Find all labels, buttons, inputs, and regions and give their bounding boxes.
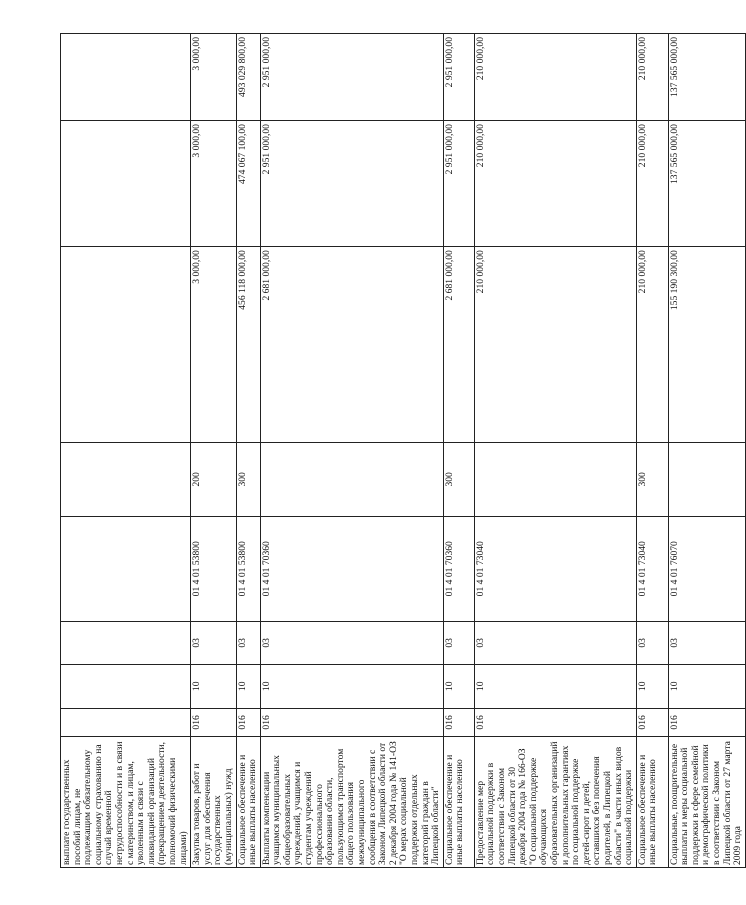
subsection-cell: 03 [474, 621, 636, 664]
section-cell: 10 [636, 664, 668, 708]
value-year1-cell: 3 000,00 [191, 247, 236, 443]
target-cell: 01 4 01 73040 [636, 516, 668, 621]
vr-cell [668, 443, 745, 516]
code-cell: 016 [191, 708, 236, 736]
subsection-cell [61, 621, 191, 664]
table-row [668, 34, 745, 868]
section-cell: 10 [474, 664, 636, 708]
value-year1-cell: 210 000,00 [474, 247, 636, 443]
value-year2-cell: 474 067 100,00 [236, 121, 260, 247]
vr-cell [260, 443, 443, 516]
target-cell: 01 4 01 70360 [260, 516, 443, 621]
value-year3-cell: 493 029 800,00 [236, 34, 260, 121]
table-row [636, 34, 668, 868]
desc-cell: выплате государственных пособий лицам, не подлежащим обязательному социальному страхованию на случай временной нетрудоспособности и в связи с материнством, и лицам, уволенным в связи с ликвидацией организаций (прекращением деятельности, полномочий физическими лицами) [61, 736, 191, 867]
value-year3-cell: 210 000,00 [636, 34, 668, 121]
subsection-cell: 03 [260, 621, 443, 664]
code-cell: 016 [668, 708, 745, 736]
subsection-cell: 03 [636, 621, 668, 664]
code-cell: 016 [443, 708, 474, 736]
value-year2-cell: 2 951 000,00 [443, 121, 474, 247]
desc-cell: Закупка товаров, работ и услуг для обеспечения государственных (муниципальных) нужд [191, 736, 236, 867]
value-year2-cell [61, 121, 191, 247]
target-cell [61, 516, 191, 621]
section-cell: 10 [260, 664, 443, 708]
table-row [61, 34, 191, 868]
desc-cell: Социальное обеспечение и иные выплаты населению [443, 736, 474, 867]
value-year1-cell: 155 190 300,00 [668, 247, 745, 443]
value-year3-cell [61, 34, 191, 121]
value-year1-cell: 2 681 000,00 [443, 247, 474, 443]
section-cell: 10 [236, 664, 260, 708]
desc-cell: Предоставление мер социальной поддержки в соответствии с Законом Липецкой области от 30 декабря 2004 года № 166-ОЗ "О социальной поддержке обучающихся образовательных организаций и дополнительных гарантиях по социальной поддержке детей-сирот и детей, оставшихся без попечения родителей, в Липецкой области" в части иных видов социальной поддержки [474, 736, 636, 867]
vr-cell: 300 [636, 443, 668, 516]
code-cell: 016 [236, 708, 260, 736]
target-cell: 01 4 01 53800 [191, 516, 236, 621]
value-year2-cell: 210 000,00 [636, 121, 668, 247]
value-year3-cell: 137 565 000,00 [668, 34, 745, 121]
target-cell: 01 4 01 53800 [236, 516, 260, 621]
table-row [191, 34, 236, 868]
code-cell: 016 [636, 708, 668, 736]
target-cell: 01 4 01 76070 [668, 516, 745, 621]
desc-cell: Выплаты компенсации учащимся муниципальных общеобразовательных учреждений, учащимся и студентам учреждений профессионального образования области, пользующимся транспортом общего пользования межмуниципального сообщения в соответствии с Законом Липецкой области от 2 декабря 2004 года № 141-ОЗ "О мерах социальной поддержки отдельных категорий граждан в Липецкой области" [260, 736, 443, 867]
value-year1-cell: 210 000,00 [636, 247, 668, 443]
code-cell: 016 [474, 708, 636, 736]
desc-cell: Социальные, поощрительные выплаты и меры социальной поддержки в сфере семейной и демографической политики в соответствии с Законом Липецкой области от 27 марта 2009 года [668, 736, 745, 867]
section-cell: 10 [443, 664, 474, 708]
value-year3-cell: 3 000,00 [191, 34, 236, 121]
value-year2-cell: 3 000,00 [191, 121, 236, 247]
subsection-cell: 03 [236, 621, 260, 664]
code-cell: 016 [260, 708, 443, 736]
vr-cell: 200 [191, 443, 236, 516]
target-cell: 01 4 01 73040 [474, 516, 636, 621]
section-cell: 10 [668, 664, 745, 708]
table-row [236, 34, 260, 868]
rotated-page [60, 33, 744, 868]
desc-cell: Социальное обеспечение и иные выплаты населению [236, 736, 260, 867]
value-year2-cell: 137 565 000,00 [668, 121, 745, 247]
table-row [443, 34, 474, 868]
subsection-cell: 03 [191, 621, 236, 664]
vr-cell [474, 443, 636, 516]
code-cell [61, 708, 191, 736]
value-year3-cell: 2 951 000,00 [443, 34, 474, 121]
table-body [61, 34, 746, 868]
value-year1-cell: 2 681 000,00 [260, 247, 443, 443]
budget-table [60, 33, 746, 868]
table-row [260, 34, 443, 868]
vr-cell: 300 [443, 443, 474, 516]
vr-cell: 300 [236, 443, 260, 516]
value-year2-cell: 210 000,00 [474, 121, 636, 247]
vr-cell [61, 443, 191, 516]
value-year2-cell: 2 951 000,00 [260, 121, 443, 247]
value-year3-cell: 210 000,00 [474, 34, 636, 121]
value-year1-cell: 456 118 000,00 [236, 247, 260, 443]
subsection-cell: 03 [443, 621, 474, 664]
desc-cell: Социальное обеспечение и иные выплаты населению [636, 736, 668, 867]
table-row [474, 34, 636, 868]
section-cell [61, 664, 191, 708]
section-cell: 10 [191, 664, 236, 708]
value-year1-cell [61, 247, 191, 443]
target-cell: 01 4 01 70360 [443, 516, 474, 621]
subsection-cell: 03 [668, 621, 745, 664]
value-year3-cell: 2 951 000,00 [260, 34, 443, 121]
